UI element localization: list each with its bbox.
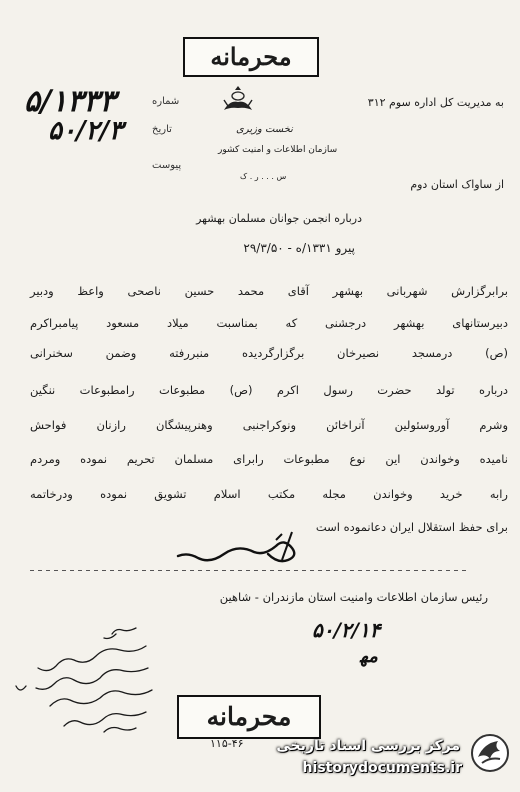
- recipient-line: به مدیریت کل اداره سوم ۳۱۲: [367, 96, 504, 109]
- confidential-stamp-top: محرمانه: [183, 37, 319, 77]
- handwritten-margin-note-icon: [6, 620, 156, 740]
- handwritten-date-note: ۵۰/۲/۱۴: [312, 618, 381, 642]
- lion-and-sun-emblem-icon: [218, 84, 258, 116]
- confidential-stamp-bottom: محرمانه: [177, 695, 321, 739]
- body-line: نامیده وخواندن این نوع مطبوعات رابرای مسلمان تحریم نموده ومردم: [30, 452, 508, 466]
- body-line: (ص) درمسجد نصیرخان برگزارگردیده منبررفته وضمن سخنرانی: [30, 346, 508, 360]
- date-label: تاریخ: [152, 124, 172, 135]
- subject-reference: پیرو ۱۳۳۱/ه - ۲۹/۳/۵۰: [243, 241, 355, 255]
- handwritten-number: ۵/۱۳۳۳: [24, 84, 116, 119]
- watermark-url: historydocuments.ir: [302, 760, 462, 776]
- org-line-abbrev: س . . . ر . ک: [240, 172, 287, 181]
- signer-line: رئیس سازمان اطلاعات وامنیت استان مازندران - شاهین: [219, 590, 488, 604]
- signature-icon: [172, 526, 332, 572]
- org-line-savak: سازمان اطلاعات و امنیت کشور: [218, 145, 338, 155]
- body-line: وشرم آوروسئولین آنراخائن ونوکراجنبی وهنرپیشگان رازنان فواحش: [30, 418, 508, 432]
- number-label: شماره: [152, 96, 180, 107]
- handwritten-date: ۵۰/۲/۳: [48, 116, 123, 146]
- subject-line: درباره انجمن جوانان مسلمان بهشهر: [196, 212, 362, 225]
- org-line-prime-ministry: نخست وزیری: [236, 124, 293, 135]
- body-line: درباره تولد حضرت رسول اکرم (ص) مطبوعات رامطبوعات ننگین: [30, 383, 508, 397]
- body-line: برابرگزارش شهربانی بهشهر آقای محمد حسین ناصحی واعظ ودبیر: [30, 284, 508, 298]
- body-line: برای حفظ استقلال ایران دعانموده است: [315, 520, 508, 534]
- attachment-label: پیوست: [152, 160, 182, 171]
- watermark-org-name: مرکز بررسی اسناد تاریخی: [276, 738, 460, 754]
- body-line: رابه خرید وخواندن مجله مکتب اسلام تشویق نموده ودرخاتمه: [30, 487, 508, 501]
- body-line: دبیرستانهای بهشهر درجشنی که بمناسبت میلاد مسعود پیامبراکرم: [30, 316, 508, 330]
- handwritten-mark: ﻣﻬ: [360, 646, 378, 667]
- divider: [30, 570, 470, 571]
- document-code: ۱۱۵-۴۶: [210, 737, 244, 750]
- sender-line: از ساواک استان دوم: [410, 178, 504, 191]
- archive-logo-icon: [470, 733, 510, 773]
